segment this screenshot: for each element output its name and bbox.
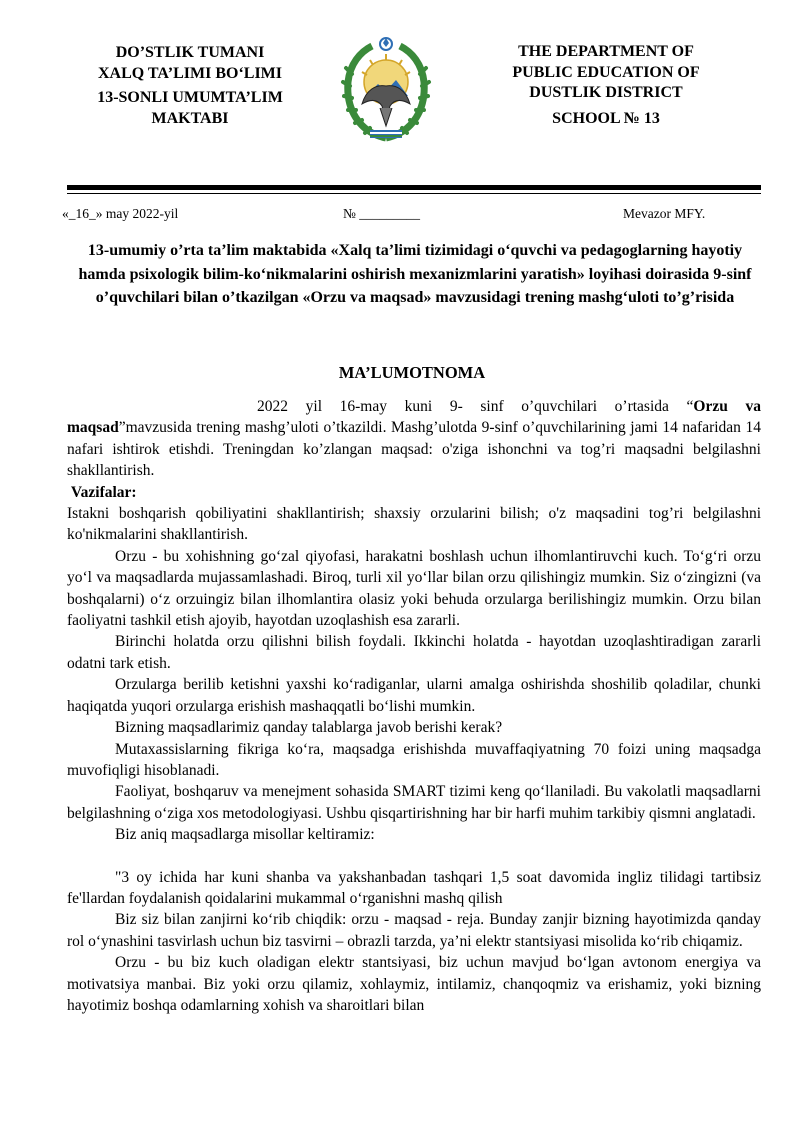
paragraph: Orzu - bu biz kuch oladigan elektr stantsiyasi, biz uchun mavjud bo‘lgan avtonom energiya va motivatsiya manbai. Biz yoki orzu qilamiz, xohlaymiz, intilamiz, chanqoqmiz va erishamiz, yoki bizning hayotimiz boshqa odamlarning xohish va sharoitlari bilan (67, 954, 761, 1014)
header-left (62, 42, 318, 129)
header-right-line-1: THE DEPARTMENT OF (518, 43, 694, 60)
header-right (474, 42, 738, 129)
header-left-line-1: DO’STLIK TUMANI (115, 44, 265, 61)
document-title: 13-umumiy o’rta ta’lim maktabida «Xalq ta’limi tizimidagi o‘quvchi va pedagoglarning hayotiy hamda psixologik bilim-ko‘nikmalarini oshirish mexanizmlarini yaratish» loyihasi doirasida 9-sinf o’quvchilari bilan o’tkazilgan «Orzu va maqsad» mavzusidagi trening mashg‘uloti to’g’risida (78, 242, 752, 306)
paragraph-intro (67, 396, 761, 482)
paragraph: Orzularga berilib ketishni yaxshi ko‘radiganlar, ularni amalga oshirishda shoshilib qoladilar, chunki haqiqatda yuqori orzularga erishish mashaqqatli bo‘lishi mumkin. (67, 676, 761, 715)
document-number: № _________ (343, 206, 421, 221)
paragraph-example-quote: "3 oy ichida har kuni shanba va yakshanbadan tashqari 1,5 soat davomida ingliz tilidagi tartibsiz fe'llardan foydalanish qoidalarini mukammal o‘rganishni mashq qilish (67, 868, 761, 907)
tasks-label: Vazifalar: (70, 483, 137, 501)
state-emblem-icon (340, 34, 432, 144)
header-divider-thick (67, 185, 761, 190)
paragraph: Biz siz bilan zanjirni ko‘rib chiqdik: orzu - maqsad - reja. Bunday zanjir bizning hayotimizda qanday rol o‘ynashini tasvirlash uchun biz tasvirni – obrazli tarzda, ya’ni elektr stantsiyasi misolida ko‘rib chiqamiz. (67, 911, 761, 950)
paragraph: Mutaxassislarning fikriga ko‘ra, maqsadga erishishda muvaffaqiyatning 70 foizi uning maqsadga muvofiqligi hisoblanadi. (67, 740, 761, 779)
header-left-line-3: 13-SONLI UMUMTA’LIM (97, 89, 283, 106)
document-type-heading: MA’LUMOTNOMA (338, 363, 486, 382)
paragraph: Orzu - bu xohishning go‘zal qiyofasi, harakatni boshlash uchun ilhomlantiruvchi kuch. To‘g‘ri orzu yo‘l va maqsadlarda mujassamlashadi. Biroq, turli xil yo‘llar bilan orzu qilishingiz mumkin. Siz o‘zingizni (va boshqalarni) o‘z orzuingiz bilan ilhomlantira olasiz yoki behuda orzularga berilishingiz mumkin. Orzu bilan faoliyatni tashkil etish ajoyib, hayotdan uzoqlashish esa zararli. (67, 547, 761, 630)
header-left-line-4: MAKTABI (151, 110, 229, 127)
paragraph-gap (67, 846, 761, 867)
header-right-line-4: SCHOOL № 13 (552, 109, 660, 127)
intro-topic-bold: Orzu va maqsad (67, 398, 761, 437)
document-place: Mevazor MFY. (623, 206, 706, 221)
paragraph: Bizning maqsadlarimiz qanday talablarga javob berishi kerak? (115, 719, 503, 737)
paragraph: Biz aniq maqsadlarga misollar keltiramiz: (115, 826, 375, 844)
intro-text-end: ”mavzusida trening mashg’uloti o’tkazildi. Mashg’ulotda 9-sinf o’quvchilarining jami 14 nafaridan 14 nafari ishtirok etishdi. Treningdan ko’zlangan maqsad: o'ziga ishonchni va tog’ri maqsadni belgilashni shakllantirish. (67, 419, 761, 480)
intro-text-start: 2022 yil 16-may kuni 9- sinf o’quvchilari o’rtasida “ (257, 398, 694, 415)
header-divider-thin (67, 193, 761, 194)
header-right-line-2: PUBLIC EDUCATION OF (512, 63, 700, 81)
header-left-line-2: XALQ TA’LIMI BO‘LIMI (97, 65, 282, 82)
document-body (67, 396, 761, 1016)
document-date: «_16_» may 2022-yil (62, 206, 179, 221)
paragraph: Birinchi holatda orzu qilishni bilish foydali. Ikkinchi holatda - hayotdan uzoqlashtiradigan zararli odatni tark etish. (67, 633, 761, 672)
paragraph: Faoliyat, boshqaruv va menejment sohasida SMART tizimi keng qo‘llaniladi. Bu vakolatli maqsadlarni belgilashning o‘ziga xos metodologiyasi. Ushbu qisqartirishning har bir harfi muhim tarkibiy qismni anglatadi. (67, 783, 761, 822)
tasks-heading (67, 482, 761, 503)
tasks-text: Istakni boshqarish qobiliyatini shakllantirish; shaxsiy orzularini bilish; o'z maqsadini tog’ri belgilashni ko'nikmalarini shakllantirish. (67, 505, 761, 544)
header-right-line-3: DUSTLIK DISTRICT (529, 84, 683, 101)
